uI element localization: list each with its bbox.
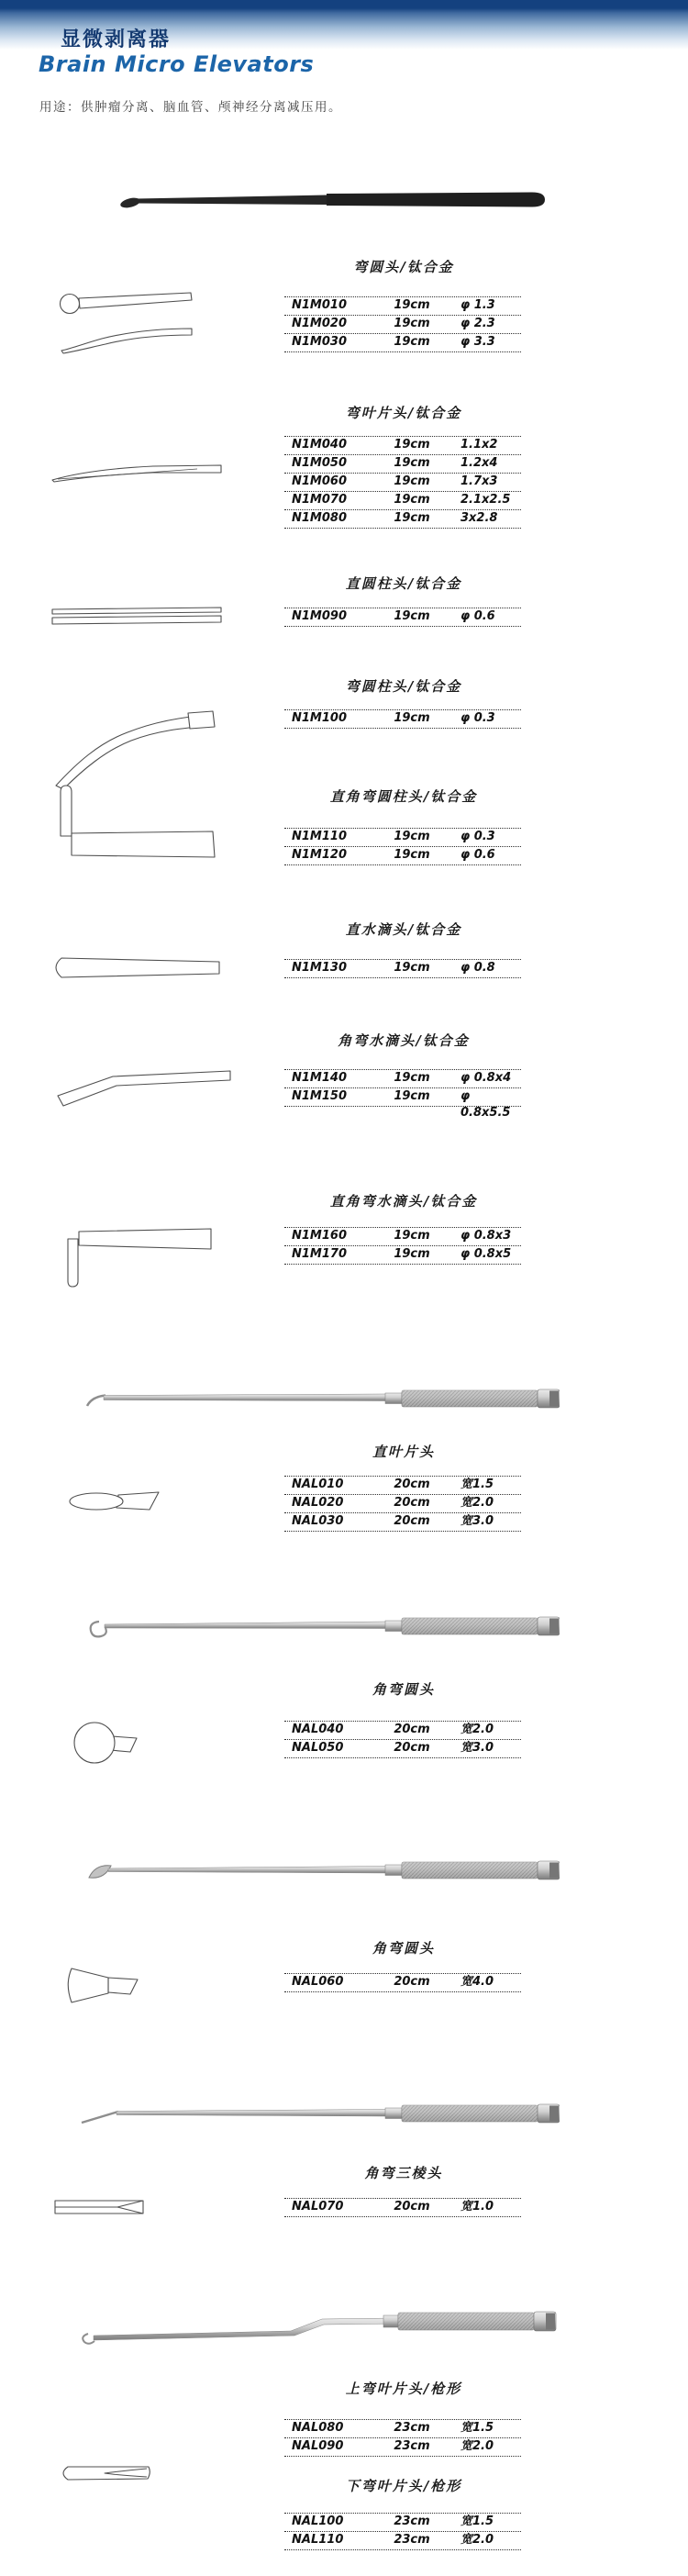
spec-table <box>284 828 521 865</box>
length-cell: 20cm <box>394 1478 430 1491</box>
length-cell: 19cm <box>394 511 430 525</box>
length-cell: 19cm <box>394 493 430 507</box>
product-drawing-notched-tube <box>57 2465 154 2483</box>
spec-cell: φ 0.3 <box>461 830 495 843</box>
table-row <box>284 1740 521 1758</box>
page-title-chinese: 显微剥离器 <box>61 28 172 51</box>
spec-cell: φ 0.8x3 <box>461 1229 512 1243</box>
length-cell: 19cm <box>394 317 430 330</box>
spec-table <box>284 2513 521 2550</box>
section-title: 角弯圆头 <box>372 1681 435 1698</box>
section-title: 下弯叶片头/枪形 <box>345 2478 462 2494</box>
table-row <box>284 2532 521 2550</box>
length-cell: 20cm <box>394 1975 430 1989</box>
spec-cell: φ 0.8x5.5 <box>461 1089 511 1120</box>
product-drawing-right-angle-drop <box>64 1228 216 1290</box>
length-cell: 20cm <box>394 1723 430 1736</box>
model-cell: N1M120 <box>292 848 347 862</box>
model-cell: N1M010 <box>292 298 347 312</box>
model-cell: NAL090 <box>292 2439 344 2453</box>
model-cell: NAL050 <box>292 1741 344 1755</box>
spec-cell: 宽3.0 <box>461 1514 494 1528</box>
product-drawing-trapezoid-paddle <box>64 1964 143 2006</box>
length-cell: 20cm <box>394 1496 430 1510</box>
spec-cell: 宽2.0 <box>461 2533 494 2547</box>
spec-cell: 宽1.0 <box>461 2200 494 2214</box>
table-row <box>284 2514 521 2532</box>
spec-cell: 宽2.0 <box>461 2439 494 2453</box>
length-cell: 19cm <box>394 456 430 470</box>
spec-table <box>284 1721 521 1758</box>
model-cell: N1M040 <box>292 438 347 452</box>
table-row <box>284 829 521 847</box>
table-row <box>284 1974 521 1992</box>
model-cell: N1M110 <box>292 830 347 843</box>
product-drawing-straight-drop <box>49 955 223 981</box>
table-row <box>284 455 521 474</box>
length-cell: 19cm <box>394 1089 430 1103</box>
spec-table <box>284 1476 521 1532</box>
product-drawing-curved-head <box>58 323 195 356</box>
product-photo-black-elevator <box>117 186 556 214</box>
table-row <box>284 474 521 492</box>
spec-table <box>284 709 521 729</box>
length-cell: 19cm <box>394 961 430 975</box>
model-cell: N1M140 <box>292 1071 347 1085</box>
spec-table <box>284 1069 521 1120</box>
model-cell: NAL010 <box>292 1478 344 1491</box>
spec-cell: φ 0.6 <box>461 609 495 623</box>
spec-table <box>284 1227 521 1265</box>
spec-cell: 宽1.5 <box>461 2421 494 2435</box>
table-row <box>284 316 521 334</box>
length-cell: 19cm <box>394 1071 430 1085</box>
spec-cell: 宽2.0 <box>461 1496 494 1510</box>
product-photo-angled-elevator <box>78 2101 560 2126</box>
spec-cell: φ 0.8x5 <box>461 1247 512 1261</box>
table-row <box>284 1513 521 1532</box>
length-cell: 19cm <box>394 298 430 312</box>
table-row <box>284 2420 521 2438</box>
spec-cell: φ 0.8 <box>461 961 495 975</box>
table-row <box>284 437 521 455</box>
product-drawing-blade-head <box>50 462 225 487</box>
usage-note: 用途：供肿瘤分离、脑血管、颅神经分离减压用。 <box>39 100 342 115</box>
product-drawing-curved-cylinder <box>50 707 217 791</box>
product-drawing-round-head <box>58 288 195 319</box>
product-drawing-angled-drop <box>50 1066 234 1109</box>
length-cell: 20cm <box>394 1741 430 1755</box>
spec-table <box>284 959 521 978</box>
section-title: 角弯三棱头 <box>364 2165 443 2181</box>
length-cell: 23cm <box>394 2421 430 2435</box>
table-row <box>284 297 521 316</box>
table-row <box>284 2438 521 2457</box>
section-title: 角弯圆头 <box>372 1940 435 1957</box>
table-row <box>284 1495 521 1513</box>
length-cell: 20cm <box>394 1514 430 1528</box>
model-cell: NAL070 <box>292 2200 344 2214</box>
model-cell: NAL060 <box>292 1975 344 1989</box>
table-row <box>284 1228 521 1246</box>
model-cell: NAL080 <box>292 2421 344 2435</box>
section-title: 弯圆柱头/钛合金 <box>345 678 462 695</box>
model-cell: N1M130 <box>292 961 347 975</box>
model-cell: N1M090 <box>292 609 347 623</box>
table-row <box>284 1070 521 1088</box>
table-row <box>284 2199 521 2217</box>
length-cell: 19cm <box>394 609 430 623</box>
spec-cell: 1.1x2 <box>461 438 498 452</box>
spec-cell: φ 0.6 <box>461 848 495 862</box>
length-cell: 19cm <box>394 1229 430 1243</box>
spec-cell: 1.2x4 <box>461 456 498 470</box>
length-cell: 23cm <box>394 2439 430 2453</box>
model-cell: N1M070 <box>292 493 347 507</box>
spec-cell: 宽4.0 <box>461 1975 494 1989</box>
model-cell: N1M020 <box>292 317 347 330</box>
table-row <box>284 710 521 729</box>
section-title: 弯圆头/钛合金 <box>353 259 454 275</box>
table-row <box>284 847 521 865</box>
length-cell: 19cm <box>394 335 430 349</box>
section-title: 直圆柱头/钛合金 <box>345 575 462 592</box>
product-drawing-flat-chisel <box>53 2197 147 2219</box>
model-cell: NAL100 <box>292 2515 344 2528</box>
section-title: 直水滴头/钛合金 <box>345 921 462 938</box>
model-cell: N1M170 <box>292 1247 347 1261</box>
spec-cell: 2.1x2.5 <box>461 493 511 507</box>
table-row <box>284 1722 521 1740</box>
length-cell: 19cm <box>394 1247 430 1261</box>
model-cell: N1M160 <box>292 1229 347 1243</box>
spec-cell: φ 0.3 <box>461 711 495 725</box>
spec-cell: φ 1.3 <box>461 298 495 312</box>
length-cell: 20cm <box>394 2200 430 2214</box>
section-title: 上弯叶片头/枪形 <box>345 2381 462 2397</box>
model-cell: NAL030 <box>292 1514 344 1528</box>
product-drawing-right-angle-cylinder <box>55 785 218 860</box>
section-title: 直叶片头 <box>372 1444 435 1460</box>
model-cell: N1M100 <box>292 711 347 725</box>
spec-table <box>284 608 521 627</box>
model-cell: N1M030 <box>292 335 347 349</box>
product-photo-bayonet-elevator <box>78 2309 560 2346</box>
model-cell: N1M060 <box>292 474 347 488</box>
table-row <box>284 510 521 529</box>
model-cell: NAL020 <box>292 1496 344 1510</box>
spec-cell: 1.7x3 <box>461 474 498 488</box>
section-title: 直角弯水滴头/钛合金 <box>329 1193 478 1210</box>
length-cell: 19cm <box>394 711 430 725</box>
section-title: 弯叶片头/钛合金 <box>345 405 462 421</box>
spec-cell: 宽2.0 <box>461 1723 494 1736</box>
table-row <box>284 1477 521 1495</box>
section-title: 角弯水滴头/钛合金 <box>338 1032 470 1049</box>
table-row <box>284 1088 521 1120</box>
table-row <box>284 334 521 352</box>
spec-cell: 宽3.0 <box>461 1741 494 1755</box>
spec-cell: 宽1.5 <box>461 2515 494 2528</box>
spec-cell: 宽1.5 <box>461 1478 494 1491</box>
spec-table <box>284 1973 521 1992</box>
spec-cell: φ 3.3 <box>461 335 495 349</box>
product-photo-hook-elevator <box>83 1611 560 1643</box>
page-title-english: Brain Micro Elevators <box>39 51 315 77</box>
spec-table <box>284 2419 521 2457</box>
section-title: 直角弯圆柱头/钛合金 <box>329 788 478 805</box>
model-cell: N1M080 <box>292 511 347 525</box>
product-photo-curved-spoon-elevator <box>83 1856 560 1885</box>
product-drawing-round-paddle <box>72 1718 139 1768</box>
spec-cell: φ 0.8x4 <box>461 1071 512 1085</box>
length-cell: 19cm <box>394 848 430 862</box>
product-drawing-straight-cylinder <box>50 605 225 627</box>
length-cell: 23cm <box>394 2515 430 2528</box>
model-cell: NAL040 <box>292 1723 344 1736</box>
model-cell: NAL110 <box>292 2533 344 2547</box>
spec-cell: 3x2.8 <box>461 511 498 525</box>
model-cell: N1M050 <box>292 456 347 470</box>
spec-table <box>284 296 521 352</box>
table-row <box>284 492 521 510</box>
product-photo-straight-elevator <box>83 1386 560 1411</box>
spec-cell: φ 2.3 <box>461 317 495 330</box>
length-cell: 19cm <box>394 438 430 452</box>
length-cell: 23cm <box>394 2533 430 2547</box>
table-row <box>284 608 521 627</box>
length-cell: 19cm <box>394 830 430 843</box>
length-cell: 19cm <box>394 474 430 488</box>
table-row <box>284 960 521 978</box>
product-drawing-oval-blade <box>69 1490 162 1512</box>
spec-table <box>284 2198 521 2217</box>
model-cell: N1M150 <box>292 1089 347 1103</box>
table-row <box>284 1246 521 1265</box>
spec-table <box>284 436 521 529</box>
